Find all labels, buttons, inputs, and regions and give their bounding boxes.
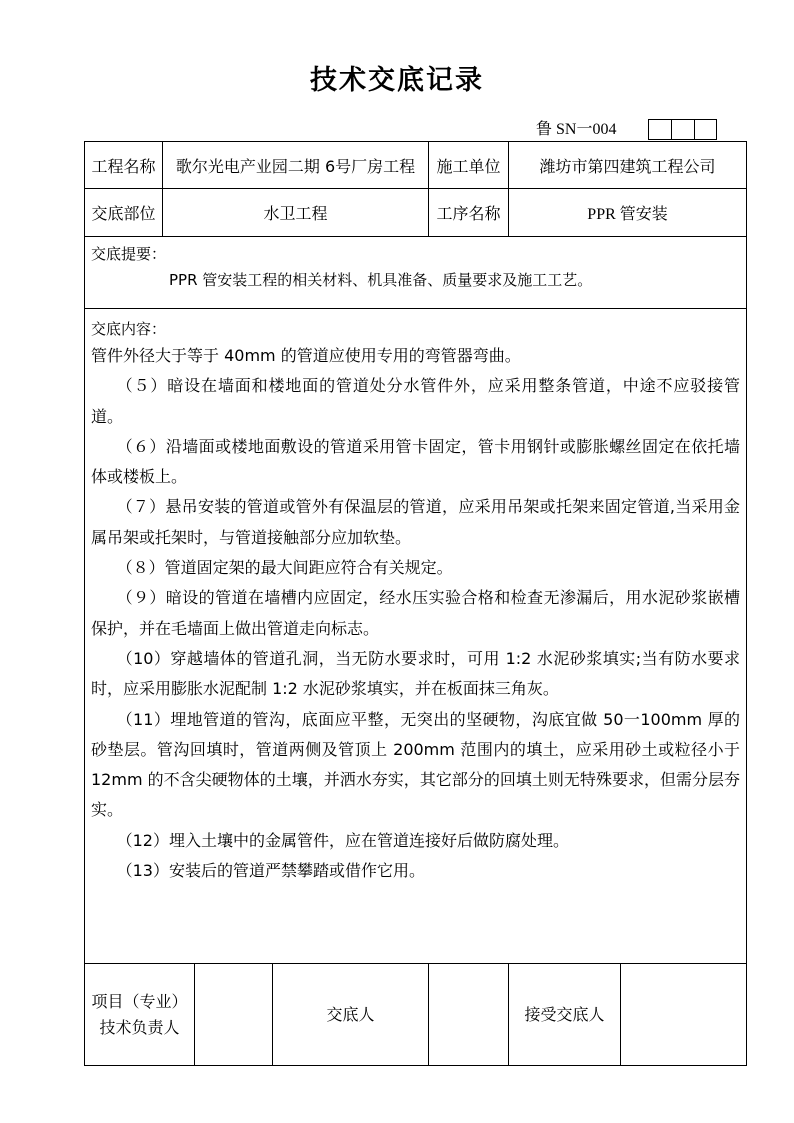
content-cell bbox=[85, 309, 747, 964]
content-paragraph: 管件外径大于等于 40mm 的管道应使用专用的弯管器弯曲。 bbox=[91, 346, 521, 365]
part-row bbox=[85, 189, 747, 237]
content-paragraph: （10）穿越墙体的管道孔洞，当无防水要求时，可用 1:2 水泥砂浆填实;当有防水要求时，应采用膨胀水泥配制 1:2 水泥砂浆填实，并在板面抹三角灰。 bbox=[91, 648, 741, 699]
number-box bbox=[671, 119, 694, 140]
project-value: 歌尔光电产业园二期 6号厂房工程 bbox=[163, 142, 429, 189]
content-paragraph: （５）暗设在墙面和楼地面的管道处分水管件外，应采用整条管道，中途不应驳接管道。 bbox=[91, 376, 741, 426]
project-row bbox=[85, 142, 747, 189]
content-paragraph: （８）管道固定架的最大间距应符合有关规定。 bbox=[116, 558, 453, 578]
giver-label: 交底人 bbox=[273, 964, 429, 1066]
part-value: 水卫工程 bbox=[163, 189, 429, 237]
process-value: PPR 管安装 bbox=[509, 189, 747, 237]
project-label: 工程名称 bbox=[85, 142, 163, 189]
summary-label: 交底提要： bbox=[91, 245, 167, 263]
signature-row bbox=[85, 964, 747, 1066]
contractor-value: 潍坊市第四建筑工程公司 bbox=[509, 142, 747, 189]
document-number: 鲁 SN一004 bbox=[536, 121, 617, 138]
number-box bbox=[648, 119, 671, 140]
part-label: 交底部位 bbox=[85, 189, 163, 237]
content-paragraph: （７）悬吊安装的管道或管外有保温层的管道，应采用吊架或托架来固定管道,当采用金属吊架或托架时，与管道接触部分应加软垫。 bbox=[91, 497, 741, 547]
giver-signature bbox=[429, 964, 509, 1066]
contractor-label: 施工单位 bbox=[429, 142, 509, 189]
content-paragraph: （６）沿墙面或楼地面敷设的管道采用管卡固定，管卡用钢针或膨胀螺丝固定在依托墙体或楼板上。 bbox=[91, 436, 741, 487]
content-label: 交底内容： bbox=[91, 320, 167, 338]
summary-row bbox=[85, 237, 747, 309]
content-body bbox=[91, 341, 740, 886]
receiver-signature bbox=[621, 964, 747, 1066]
record-table bbox=[84, 141, 747, 1066]
summary-text: PPR 管安装工程的相关材料、机具准备、质量要求及施工工艺。 bbox=[169, 271, 593, 289]
receiver-label: 接受交底人 bbox=[509, 964, 621, 1066]
number-box bbox=[694, 119, 717, 140]
content-paragraph: （11）埋地管道的管沟，底面应平整，无突出的坚硬物，沟底宜做 50一100mm 厚的砂垫层。管沟回填时，管道两侧及管顶上 200mm 范围内的填土，应采用砂土或粒径小于 12mm 的不含尖硬物体的土壤，并洒水夯实，其它部分的回填土则无特殊要求，但需分层夯实。 bbox=[91, 709, 741, 820]
tech-lead-label bbox=[85, 964, 195, 1066]
tech-lead-label-line1: 项目（专业） bbox=[91, 991, 188, 1011]
content-paragraph: （13）安装后的管道严禁攀踏或借作它用。 bbox=[116, 861, 425, 881]
process-label: 工序名称 bbox=[429, 189, 509, 237]
document-number-boxes bbox=[648, 119, 717, 140]
tech-lead-signature bbox=[195, 964, 273, 1066]
content-paragraph: （９）暗设的管道在墙槽内应固定，经水压实验合格和检查无渗漏后，用水泥砂浆嵌槽保护，并在毛墙面上做出管道走向标志。 bbox=[91, 588, 741, 638]
content-paragraph: （12）埋入土壤中的金属管件，应在管道连接好后做防腐处理。 bbox=[116, 830, 569, 850]
document-title: 技术交底记录 bbox=[310, 65, 484, 96]
summary-cell bbox=[85, 237, 747, 309]
tech-lead-label-line2: 技术负责人 bbox=[99, 1017, 180, 1037]
content-row bbox=[85, 309, 747, 964]
